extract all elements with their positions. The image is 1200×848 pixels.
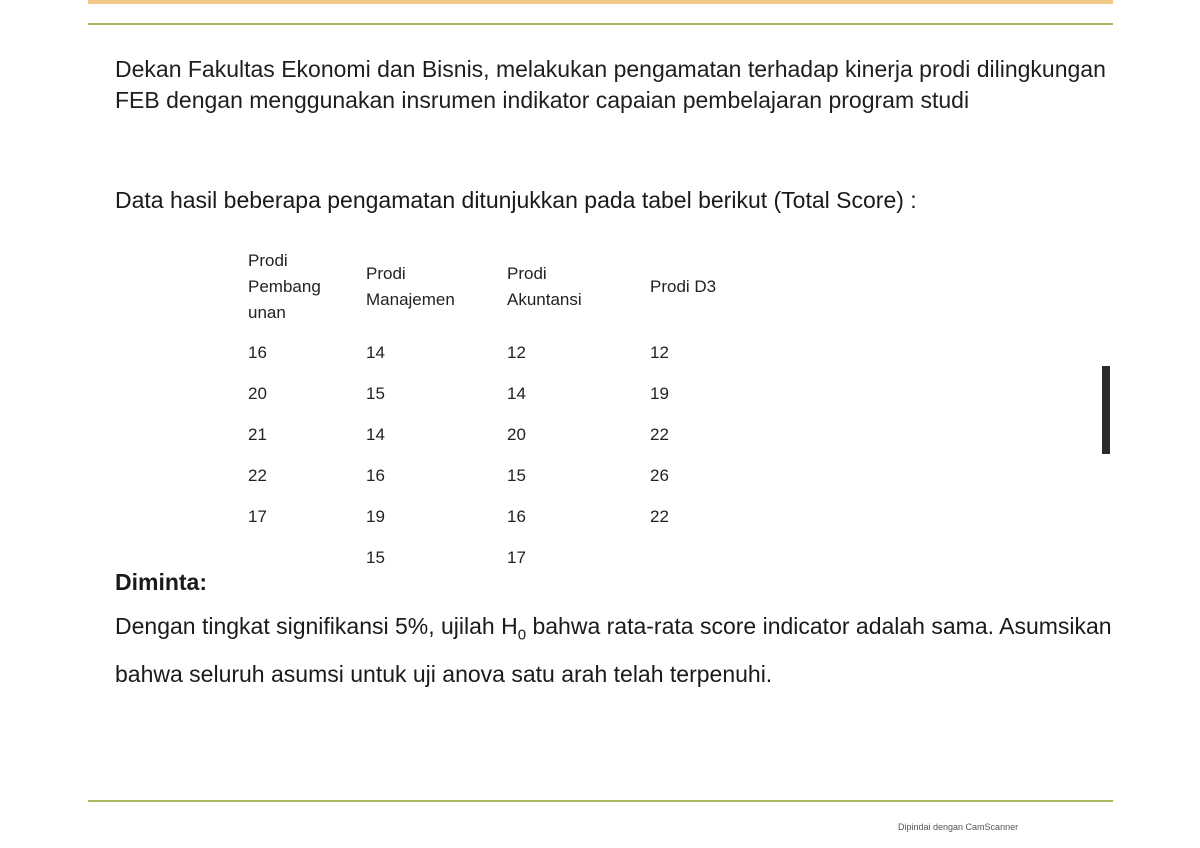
table-cell: 14 <box>507 383 526 403</box>
scan-edge-mark <box>1102 366 1110 454</box>
diminta-heading: Diminta: <box>115 569 207 595</box>
table-cell: 12 <box>507 342 526 362</box>
table-cell: 16 <box>366 465 385 485</box>
table-row <box>240 332 750 373</box>
table-cell: 26 <box>650 465 669 485</box>
table-cell: 22 <box>650 506 669 526</box>
table-header-row <box>240 242 750 332</box>
question-paragraph <box>115 607 1115 693</box>
table-row <box>240 414 750 455</box>
scanner-watermark: Dipindai dengan CamScanner <box>898 822 1019 832</box>
table-row <box>240 537 750 578</box>
header-prodi-d3: Prodi D3 <box>650 277 717 296</box>
table-cell: 22 <box>650 424 669 444</box>
table-row <box>240 496 750 537</box>
question-text-part1: Dengan tingkat signifikansi 5%, ujilah H <box>115 613 518 639</box>
score-table <box>240 242 750 578</box>
table-cell: 20 <box>507 424 526 444</box>
header-prodi-pembangunan: Prodi Pembang unan <box>248 251 321 322</box>
top-divider <box>88 23 1113 25</box>
table-cell: 19 <box>366 506 385 526</box>
intro-paragraph: Dekan Fakultas Ekonomi dan Bisnis, melakukan pengamatan terhadap kinerja prodi dilingkungan FEB dengan menggunakan insrumen indikator capaian pembelajaran program studi <box>115 56 1106 113</box>
table-cell <box>642 537 750 578</box>
table-cell: 15 <box>366 383 385 403</box>
table-row <box>240 455 750 496</box>
table-cell: 14 <box>366 342 385 362</box>
table-cell: 21 <box>248 424 267 444</box>
table-cell: 17 <box>248 506 267 526</box>
table-cell: 14 <box>366 424 385 444</box>
table-cell: 22 <box>248 465 267 485</box>
table-cell: 12 <box>650 342 669 362</box>
header-prodi-manajemen: Prodi Manajemen <box>366 264 455 309</box>
table-cell: 15 <box>366 547 385 567</box>
table-cell <box>240 537 358 578</box>
table-cell: 16 <box>507 506 526 526</box>
table-cell: 16 <box>248 342 267 362</box>
question-text-part2: bahwa rata-rata score indicator adalah sama. Asumsikan bahwa seluruh asumsi untuk uji anova satu arah telah terpenuhi. <box>115 613 1112 687</box>
table-cell: 17 <box>507 547 526 567</box>
table-lead-text: Data hasil beberapa pengamatan ditunjukkan pada tabel berikut (Total Score) : <box>115 187 917 213</box>
table-cell: 20 <box>248 383 267 403</box>
table-cell: 19 <box>650 383 669 403</box>
table-cell: 15 <box>507 465 526 485</box>
header-prodi-akuntansi: Prodi Akuntansi <box>507 264 582 309</box>
top-accent-bar <box>88 0 1113 4</box>
h0-subscript: 0 <box>517 626 527 644</box>
bottom-divider <box>88 800 1113 802</box>
table-row <box>240 373 750 414</box>
